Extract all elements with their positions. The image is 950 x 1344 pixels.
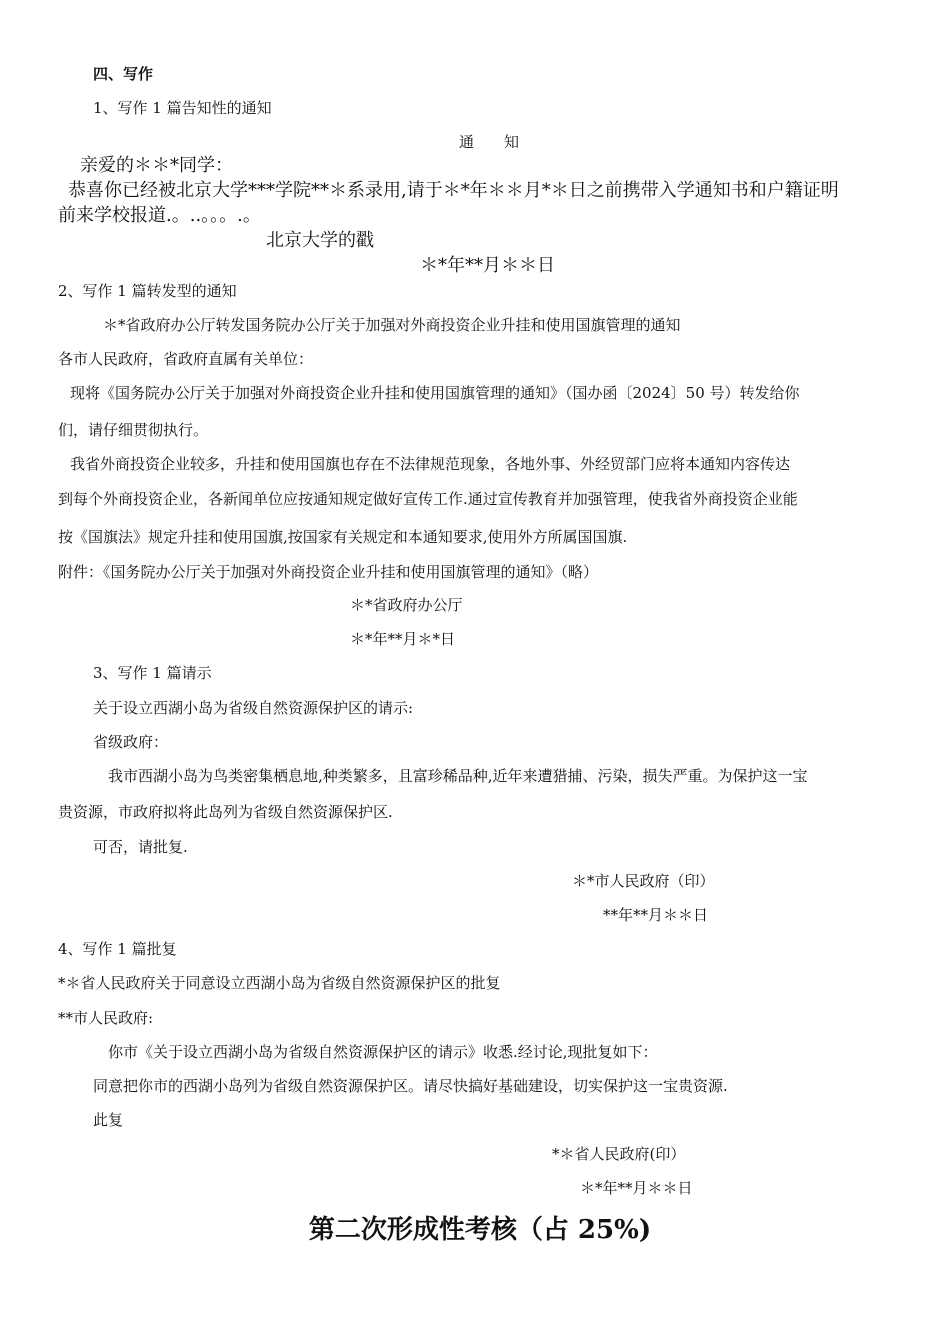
part1-salutation: 亲爱的＊＊*同学： [80, 155, 233, 176]
part1-date: ＊*年**月＊＊日 [420, 255, 555, 276]
section2-title: 第二次形成性考核（占 25%) [308, 1215, 652, 1245]
part2-p1-line2: 们，请仔细贯彻执行。 [58, 421, 209, 439]
part2-recipient: 各市人民政府，省政府直属有关单位： [58, 350, 314, 368]
part4-p2: 同意把你市的西湖小岛列为省级自然资源保护区。请尽快搞好基础建设，切实保护这一宝贵资源. [93, 1077, 728, 1095]
section-heading: 四、写作 [93, 65, 154, 83]
part4-date: ＊*年**月＊＊日 [580, 1179, 693, 1197]
part3-p1-line2: 贵资源，市政府拟将此岛列为省级自然资源保护区. [58, 803, 393, 821]
part2-p2-line2: 到每个外商投资企业，各新闻单位应按通知规定做好宣传工作.通过宣传教育并加强管理，使我省外商投资企业能 [58, 490, 798, 508]
part3-date: **年**月＊＊日 [603, 906, 709, 924]
part1-signature: 北京大学的戳 [266, 230, 374, 251]
part4-p1: 你市《关于设立西湖小岛为省级自然资源保护区的请示》收悉.经讨论,现批复如下： [108, 1043, 658, 1061]
part4-doc-title: *＊省人民政府关于同意设立西湖小岛为省级自然资源保护区的批复 [58, 974, 501, 992]
part3-heading: 3、写作 1 篇请示 [93, 664, 212, 682]
part4-signature: *＊省人民政府(印） [552, 1145, 686, 1163]
part1-heading: 1、写作 1 篇告知性的通知 [93, 99, 272, 117]
part4-closing: 此复 [93, 1111, 124, 1129]
part2-p1-line1: 现将《国务院办公厅关于加强对外商投资企业升挂和使用国旗管理的通知》（国办函〔2024〕50 号）转发给你 [70, 384, 800, 402]
part3-p1-line1: 我市西湖小岛为鸟类密集栖息地,种类繁多，且富珍稀品种,近年来遭猎捕、污染，损失严重。为保护这一宝 [108, 767, 808, 785]
part4-heading: 4、写作 1 篇批复 [58, 940, 177, 958]
part2-p2-line1: 我省外商投资企业较多，升挂和使用国旗也存在不法律规范现象，各地外事、外经贸部门应将本通知内容传达 [70, 455, 791, 473]
part1-doc-title: 通 知 [459, 133, 520, 151]
part2-p2-line3: 按《国旗法》规定升挂和使用国旗,按国家有关规定和本通知要求,使用外方所属国国旗. [58, 528, 628, 546]
part3-doc-title: 关于设立西湖小岛为省级自然资源保护区的请示: [93, 699, 414, 717]
part3-recipient: 省级政府： [93, 733, 169, 751]
part3-closing: 可否，请批复. [93, 838, 188, 856]
part3-signature: ＊*市人民政府（印） [572, 872, 715, 890]
part2-signature: ＊*省政府办公厅 [350, 596, 463, 614]
part1-body-line2: 前来学校报道.。..。。。.。 [58, 205, 261, 226]
part2-date: ＊*年**月＊*日 [350, 630, 456, 648]
part4-recipient: **市人民政府: [58, 1009, 154, 1027]
part1-body-line1: 恭喜你已经被北京大学***学院**＊系录用,请于＊*年＊＊月*＊日之前携带入学通知书和户籍证明 [68, 180, 839, 201]
part2-heading: 2、写作 1 篇转发型的通知 [58, 282, 237, 300]
part2-doc-title: ＊*省政府办公厅转发国务院办公厅关于加强对外商投资企业升挂和使用国旗管理的通知 [103, 316, 681, 334]
part2-attachment: 附件：《国务院办公厅关于加强对外商投资企业升挂和使用国旗管理的通知》（略） [58, 563, 599, 581]
